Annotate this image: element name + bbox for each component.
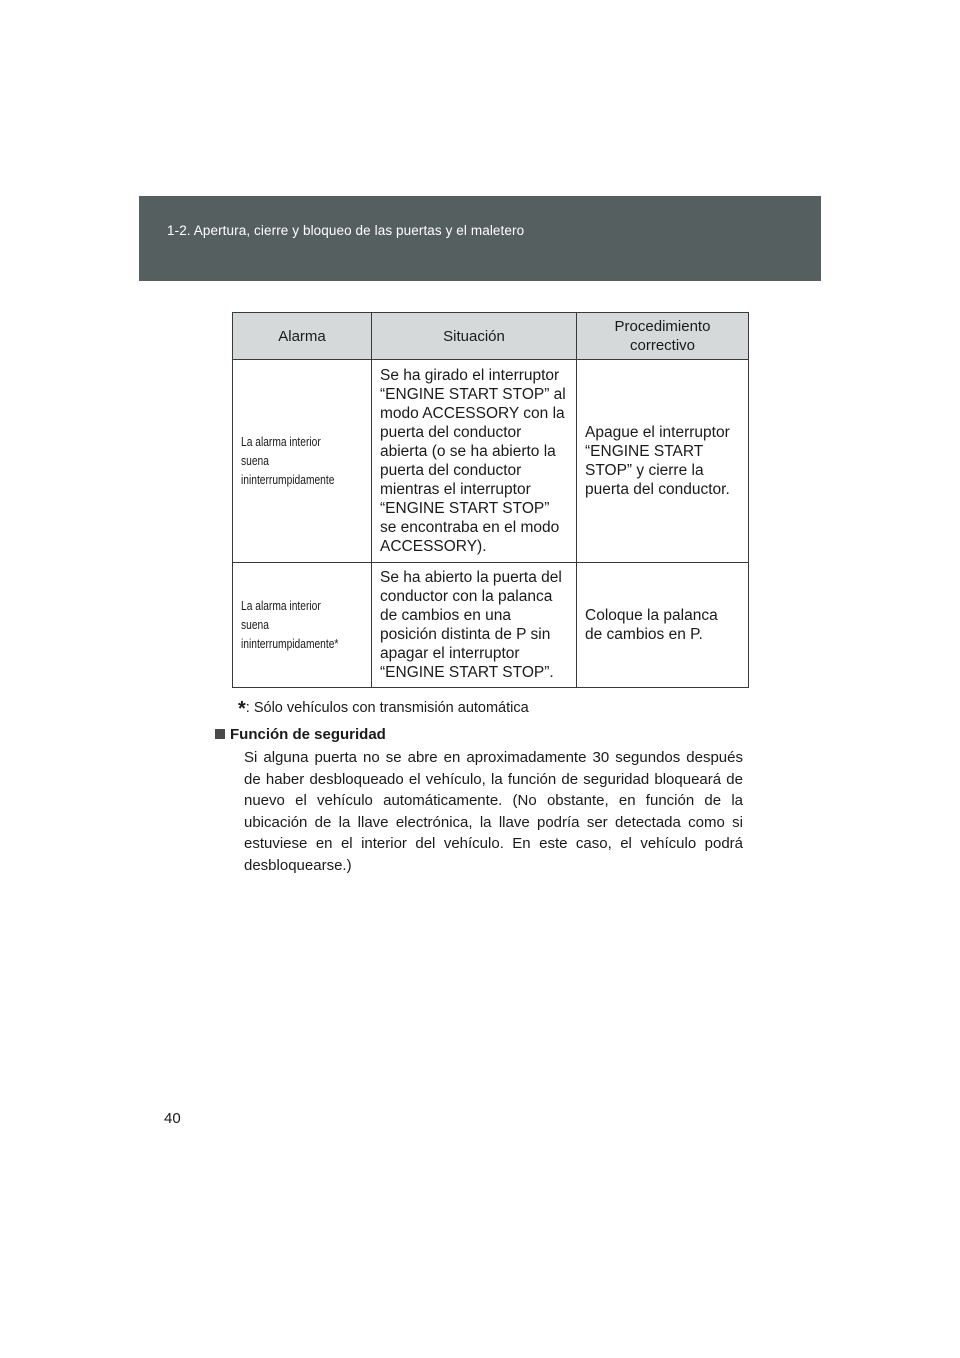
procedure-line: Coloque la palanca [585, 607, 718, 624]
procedure-cell [577, 563, 749, 688]
alarm-line: ininterrumpidamente* [241, 636, 339, 651]
situation-line: puerta del conductor [380, 462, 522, 479]
column-header-procedure-label: Procedimiento correctivo [614, 318, 711, 354]
situation-line: abierta (o se ha abierto la [380, 443, 556, 460]
procedure-line: STOP” y cierre la [585, 462, 704, 479]
column-header-procedure [577, 313, 749, 360]
situation-line: “ENGINE START STOP” [380, 500, 550, 517]
procedure-cell [577, 360, 749, 563]
alarm-cell [233, 360, 372, 563]
section-header-band [139, 196, 821, 281]
situation-line: Se ha girado el interruptor [380, 367, 560, 384]
column-header-situation: Situación [372, 313, 577, 360]
situation-line: Se ha abierto la puerta del [380, 569, 562, 586]
section-header-title: 1-2. Apertura, cierre y bloqueo de las puertas y el maletero [167, 223, 525, 238]
column-header-alarm: Alarma [233, 313, 372, 360]
situation-line: posición distinta de P sin [380, 626, 551, 643]
situation-line: modo ACCESSORY con la [380, 405, 565, 422]
alarm-line: suena [241, 617, 269, 632]
situation-line: mientras el interruptor [380, 481, 531, 498]
alarm-line: La alarma interior [241, 598, 321, 613]
procedure-line: Apague el interruptor [585, 424, 730, 441]
table-row [233, 563, 749, 688]
situation-cell [372, 360, 577, 563]
alarm-line: La alarma interior [241, 434, 321, 449]
footnote [238, 695, 529, 718]
situation-line: se encontraba en el modo [380, 519, 560, 536]
situation-line: apagar el interruptor [380, 645, 520, 662]
situation-line: “ENGINE START STOP”. [380, 664, 554, 681]
procedure-line: puerta del conductor. [585, 481, 730, 498]
alarm-table [232, 312, 749, 688]
footnote-mark: * [238, 698, 246, 720]
situation-cell [372, 563, 577, 688]
procedure-line: “ENGINE START [585, 443, 704, 460]
situation-line: ACCESSORY). [380, 538, 487, 555]
situation-line: “ENGINE START STOP” al [380, 386, 566, 403]
security-section-title [215, 726, 386, 743]
situation-line: de cambios en una [380, 607, 511, 624]
page-number: 40 [164, 1110, 181, 1127]
security-section-body: Si alguna puerta no se abre en aproximadamente 30 segundos después de haber desbloqueado el vehículo, la función de seguridad bloqueará de nuevo el vehículo automáticamente. (No obstante, en función de la ubicación de la llave electrónica, la llave podría ser detectada como si estuviese en el interior del vehículo. En este caso, el vehículo podrá desbloquearse.) [244, 749, 743, 874]
alarm-line: suena [241, 453, 269, 468]
alarm-cell [233, 563, 372, 688]
table-header-row [233, 313, 749, 360]
footnote-text: : Sólo vehículos con transmisión automática [245, 700, 529, 716]
situation-line: puerta del conductor [380, 424, 522, 441]
situation-line: conductor con la palanca [380, 588, 553, 605]
security-title-text: Función de seguridad [230, 726, 386, 743]
procedure-line: de cambios en P. [585, 626, 703, 643]
square-bullet-icon [215, 729, 225, 739]
table-row [233, 360, 749, 563]
alarm-line: ininterrumpidamente [241, 472, 335, 487]
